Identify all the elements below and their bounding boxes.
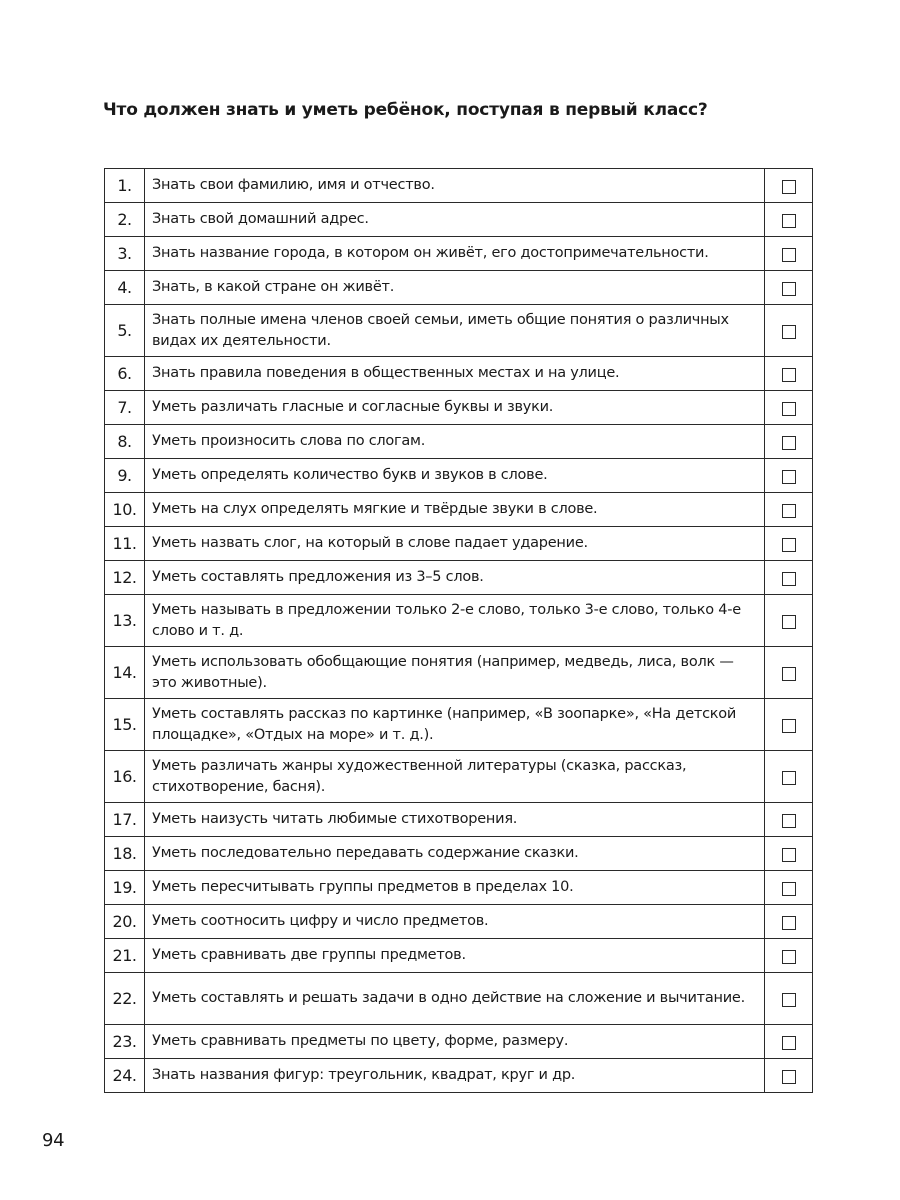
page-title: Что должен знать и уметь ребёнок, поступая в первый класс? <box>103 100 708 120</box>
item-text: Уметь на слух определять мягкие и твёрдые звуки в слове. <box>145 493 765 527</box>
item-number: 16. <box>105 751 145 803</box>
checkbox[interactable] <box>782 538 796 552</box>
checkbox[interactable] <box>782 993 796 1007</box>
checkbox[interactable] <box>782 814 796 828</box>
item-number: 12. <box>105 561 145 595</box>
checklist-row <box>105 237 813 271</box>
item-number: 24. <box>105 1059 145 1093</box>
item-text: Уметь различать жанры художественной литературы (сказка, рассказ, стихотворение, басня). <box>145 751 765 803</box>
item-number: 17. <box>105 803 145 837</box>
checkbox[interactable] <box>782 282 796 296</box>
item-text: Знать правила поведения в общественных местах и на улице. <box>145 357 765 391</box>
item-text: Уметь соотносить цифру и число предметов. <box>145 905 765 939</box>
item-number: 23. <box>105 1025 145 1059</box>
item-number: 4. <box>105 271 145 305</box>
checkbox[interactable] <box>782 916 796 930</box>
checklist-row <box>105 527 813 561</box>
checklist-row <box>105 751 813 803</box>
item-text: Уметь наизусть читать любимые стихотворения. <box>145 803 765 837</box>
checkbox[interactable] <box>782 1070 796 1084</box>
checkbox[interactable] <box>782 180 796 194</box>
item-number: 21. <box>105 939 145 973</box>
item-text: Уметь использовать обобщающие понятия (например, медведь, лиса, волк — это животные). <box>145 647 765 699</box>
item-text: Уметь называть в предложении только 2-е слово, только 3-е слово, только 4-е слово и т. д. <box>145 595 765 647</box>
checkbox[interactable] <box>782 615 796 629</box>
checkbox[interactable] <box>782 771 796 785</box>
checkbox[interactable] <box>782 667 796 681</box>
item-number: 3. <box>105 237 145 271</box>
item-text: Уметь сравнивать две группы предметов. <box>145 939 765 973</box>
checkbox[interactable] <box>782 848 796 862</box>
checkbox[interactable] <box>782 504 796 518</box>
checkbox[interactable] <box>782 325 796 339</box>
checklist-row <box>105 459 813 493</box>
checklist-table <box>104 168 813 1093</box>
checklist-row <box>105 647 813 699</box>
checklist-row <box>105 973 813 1025</box>
checkbox[interactable] <box>782 470 796 484</box>
item-number: 19. <box>105 871 145 905</box>
checkbox[interactable] <box>782 368 796 382</box>
checklist-row <box>105 271 813 305</box>
item-text: Уметь составлять рассказ по картинке (например, «В зоопарке», «На детской площадке», «Отдых на море» и т. д.). <box>145 699 765 751</box>
item-number: 8. <box>105 425 145 459</box>
checkbox[interactable] <box>782 882 796 896</box>
checklist-row <box>105 493 813 527</box>
item-number: 20. <box>105 905 145 939</box>
item-number: 9. <box>105 459 145 493</box>
item-number: 18. <box>105 837 145 871</box>
item-text: Уметь определять количество букв и звуков в слове. <box>145 459 765 493</box>
checkbox[interactable] <box>782 214 796 228</box>
item-text: Знать названия фигур: треугольник, квадрат, круг и др. <box>145 1059 765 1093</box>
checklist-row <box>105 203 813 237</box>
item-text: Знать свой домашний адрес. <box>145 203 765 237</box>
item-number: 13. <box>105 595 145 647</box>
item-number: 10. <box>105 493 145 527</box>
checklist-row <box>105 803 813 837</box>
item-number: 5. <box>105 305 145 357</box>
checklist-row <box>105 939 813 973</box>
item-text: Уметь последовательно передавать содержание сказки. <box>145 837 765 871</box>
item-text: Знать, в какой стране он живёт. <box>145 271 765 305</box>
checklist-row <box>105 1025 813 1059</box>
checklist-row <box>105 1059 813 1093</box>
checkbox[interactable] <box>782 248 796 262</box>
item-text: Уметь различать гласные и согласные буквы и звуки. <box>145 391 765 425</box>
checkbox[interactable] <box>782 436 796 450</box>
checklist-row <box>105 425 813 459</box>
checkbox[interactable] <box>782 950 796 964</box>
checkbox[interactable] <box>782 402 796 416</box>
item-number: 7. <box>105 391 145 425</box>
checkbox[interactable] <box>782 572 796 586</box>
item-number: 14. <box>105 647 145 699</box>
item-text: Уметь назвать слог, на который в слове падает ударение. <box>145 527 765 561</box>
checklist-row <box>105 905 813 939</box>
item-text: Знать название города, в котором он живёт, его достопримечательности. <box>145 237 765 271</box>
checklist-row <box>105 169 813 203</box>
item-text: Уметь составлять и решать задачи в одно действие на сложение и вычитание. <box>145 973 765 1025</box>
checkbox[interactable] <box>782 719 796 733</box>
checklist-row <box>105 837 813 871</box>
item-number: 15. <box>105 699 145 751</box>
checklist-row <box>105 305 813 357</box>
item-number: 11. <box>105 527 145 561</box>
item-text: Уметь сравнивать предметы по цвету, форме, размеру. <box>145 1025 765 1059</box>
item-text: Знать свои фамилию, имя и отчество. <box>145 169 765 203</box>
item-number: 6. <box>105 357 145 391</box>
item-number: 2. <box>105 203 145 237</box>
checklist-row <box>105 699 813 751</box>
checklist-row <box>105 871 813 905</box>
checklist-row <box>105 357 813 391</box>
item-text: Знать полные имена членов своей семьи, иметь общие понятия о различных видах их деятельности. <box>145 305 765 357</box>
page-number: 94 <box>42 1130 65 1151</box>
checkbox[interactable] <box>782 1036 796 1050</box>
item-number: 1. <box>105 169 145 203</box>
checklist-row <box>105 595 813 647</box>
item-text: Уметь произносить слова по слогам. <box>145 425 765 459</box>
item-text: Уметь составлять предложения из 3–5 слов. <box>145 561 765 595</box>
item-number: 22. <box>105 973 145 1025</box>
checklist-row <box>105 561 813 595</box>
checklist-row <box>105 391 813 425</box>
item-text: Уметь пересчитывать группы предметов в пределах 10. <box>145 871 765 905</box>
